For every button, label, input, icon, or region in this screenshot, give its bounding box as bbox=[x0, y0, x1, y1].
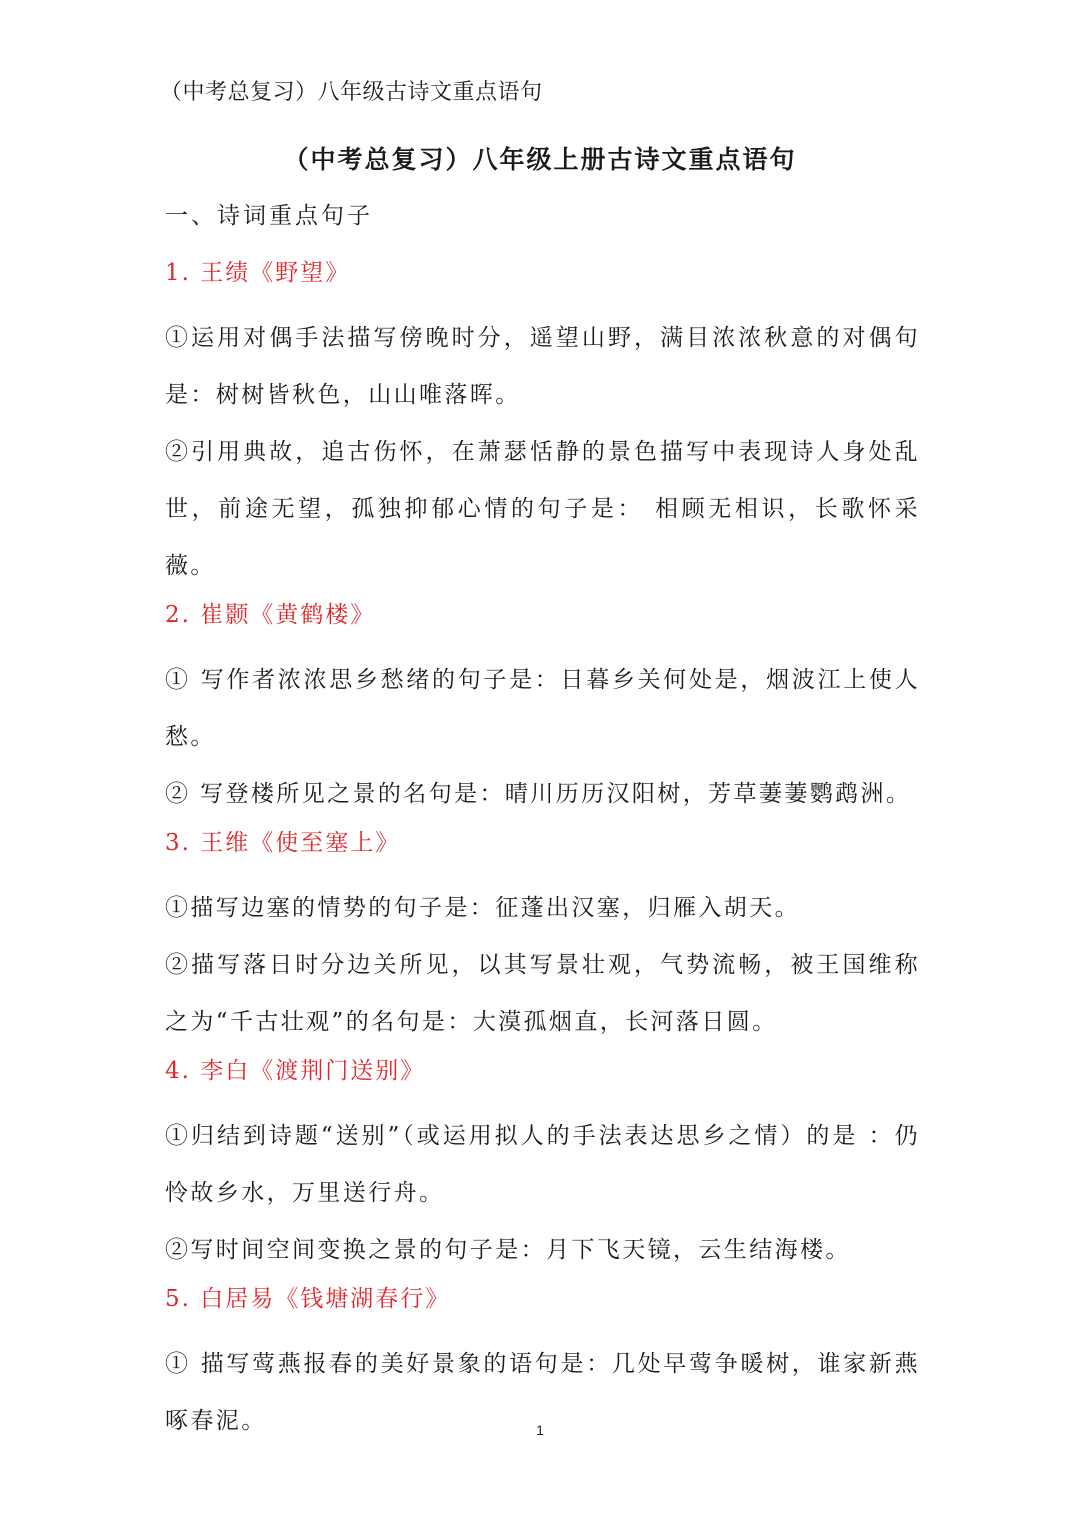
poem-item: ② 写登楼所见之景的名句是：晴川历历汉阳树，芳草萋萋鹦鹉洲。 bbox=[165, 781, 912, 807]
poem-heading-wangji: 1. 王绩《野望》 bbox=[165, 260, 351, 286]
section-heading: 一、诗词重点句子 bbox=[165, 203, 373, 229]
poem-item: ②描写落日时分边关所见，以其写景壮观，气势流畅，被王国维称之为“千古壮观”的名句是：大漠孤烟直，长河落日圆。 bbox=[165, 952, 920, 1035]
page-number: 1 bbox=[536, 1422, 544, 1438]
document-body bbox=[165, 196, 920, 1450]
poem-item: ① 写作者浓浓思乡愁绪的句子是：日暮乡关何处是，烟波江上使人愁。 bbox=[165, 667, 920, 750]
poem-item: ②引用典故，追古伤怀，在萧瑟恬静的景色描写中表现诗人身处乱世，前途无望，孤独抑郁心情的句子是： 相顾无相识，长歌怀采薇。 bbox=[165, 439, 920, 579]
main-heading: （中考总复习）八年级上册古诗文重点语句 bbox=[283, 145, 797, 174]
poem-heading-baijuyi: 5. 白居易《钱塘湖春行》 bbox=[165, 1286, 451, 1312]
poem-item: ①描写边塞的情势的句子是：征蓬出汉塞，归雁入胡天。 bbox=[165, 895, 800, 921]
poem-item: ① 描写莺燕报春的美好景象的语句是：几处早莺争暖树，谁家新燕啄春泥。 bbox=[165, 1351, 920, 1434]
poem-heading-wangwei: 3. 王维《使至塞上》 bbox=[165, 830, 401, 856]
poem-item: ②写时间空间变换之景的句子是：月下飞天镜，云生结海楼。 bbox=[165, 1237, 851, 1263]
poem-item: ①运用对偶手法描写傍晚时分，遥望山野，满目浓浓秋意的对偶句是：树树皆秋色，山山唯落晖。 bbox=[165, 325, 920, 408]
poem-heading-libai: 4. 李白《渡荆门送别》 bbox=[165, 1058, 426, 1084]
poem-item: ①归结到诗题“送别”（或运用拟人的手法表达思乡之情）的是 ：仍怜故乡水，万里送行舟。 bbox=[165, 1123, 920, 1206]
poem-heading-cuihao: 2. 崔颢《黄鹤楼》 bbox=[165, 602, 376, 628]
document-title: （中考总复习）八年级古诗文重点语句 bbox=[160, 80, 543, 105]
